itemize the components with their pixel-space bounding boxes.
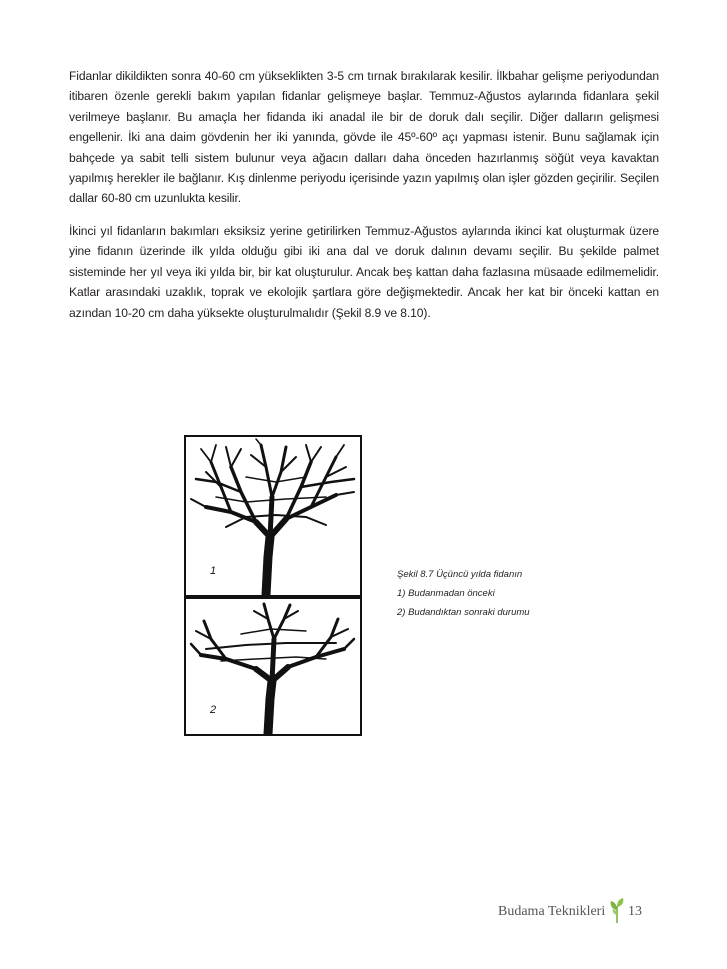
figure-panel-after-pruning — [184, 597, 362, 736]
page-footer — [498, 900, 658, 924]
paragraph-2: İkinci yıl fidanların bakımları eksiksiz yerine getirilirken Temmuz-Ağustos aylarında ikinci kat oluşturmak üzere yine fidanın üzerinde ilk yılda olduğu gibi iki ana dal ve doruk dalının devamı seçilir. Bu şekilde palmet sisteminde her yıl veya iki yılda bir, bir kat oluşturulur. Ancak beş kattan daha fazlasına müsaade edilmemelidir. Katlar arasındaki uzaklık, toprak ve ekolojik şartlara göre değişmektedir. Ancak her kat bir önceki kattan en azından 10-20 cm daha yüksekte oluşturulmalıdır (Şekil 8.9 ve 8.10). — [69, 224, 659, 320]
caption-title: Şekil 8.7 Üçüncü yılda fidanın — [397, 569, 523, 580]
book-title: Budama Teknikleri — [498, 904, 606, 919]
tree-figure — [184, 435, 362, 736]
caption-item-1: 1) Budanmadan önceki — [397, 588, 495, 599]
page-number: 13 — [628, 904, 642, 919]
figure-caption — [397, 565, 617, 622]
paragraph-1: Fidanlar dikildikten sonra 40-60 cm yükseklikten 3-5 cm tırnak bırakılarak kesilir. İlkbahar gelişme periyodundan itibaren özenle gerekli bakım yapılan fidanlar gelişmeye başlar. Temmuz-Ağustos aylarında fidanlara şekil verilmeye başlanır. Bu amaçla her fidanda iki anadal ile bir de doruk dalı seçilir. Diğer dalların gelişmesi engellenir. İki ana daim gövdenin her iki yanında, gövde ile 45º-60º açı yapması istenir. Bunu sağlamak için bahçede ya sabit telli sistem bulunur veya ağacın dalları daha önceden hazırlanmış söğüt veya kavaktan yapılmış herekler ile bağlanır. Kış dinlenme periyodu içerisinde yazın yapılmış olan işler gözden geçirilir. Seçilen dallar 60-80 cm uzunlukta kesilir. — [69, 69, 659, 206]
panel-label-1: 1 — [210, 565, 217, 577]
seedling-icon — [608, 896, 626, 924]
figure-panel-before-pruning — [184, 435, 362, 597]
caption-item-2: 2) Budandıktan sonraki durumu — [397, 607, 530, 618]
panel-label-2: 2 — [210, 704, 217, 716]
